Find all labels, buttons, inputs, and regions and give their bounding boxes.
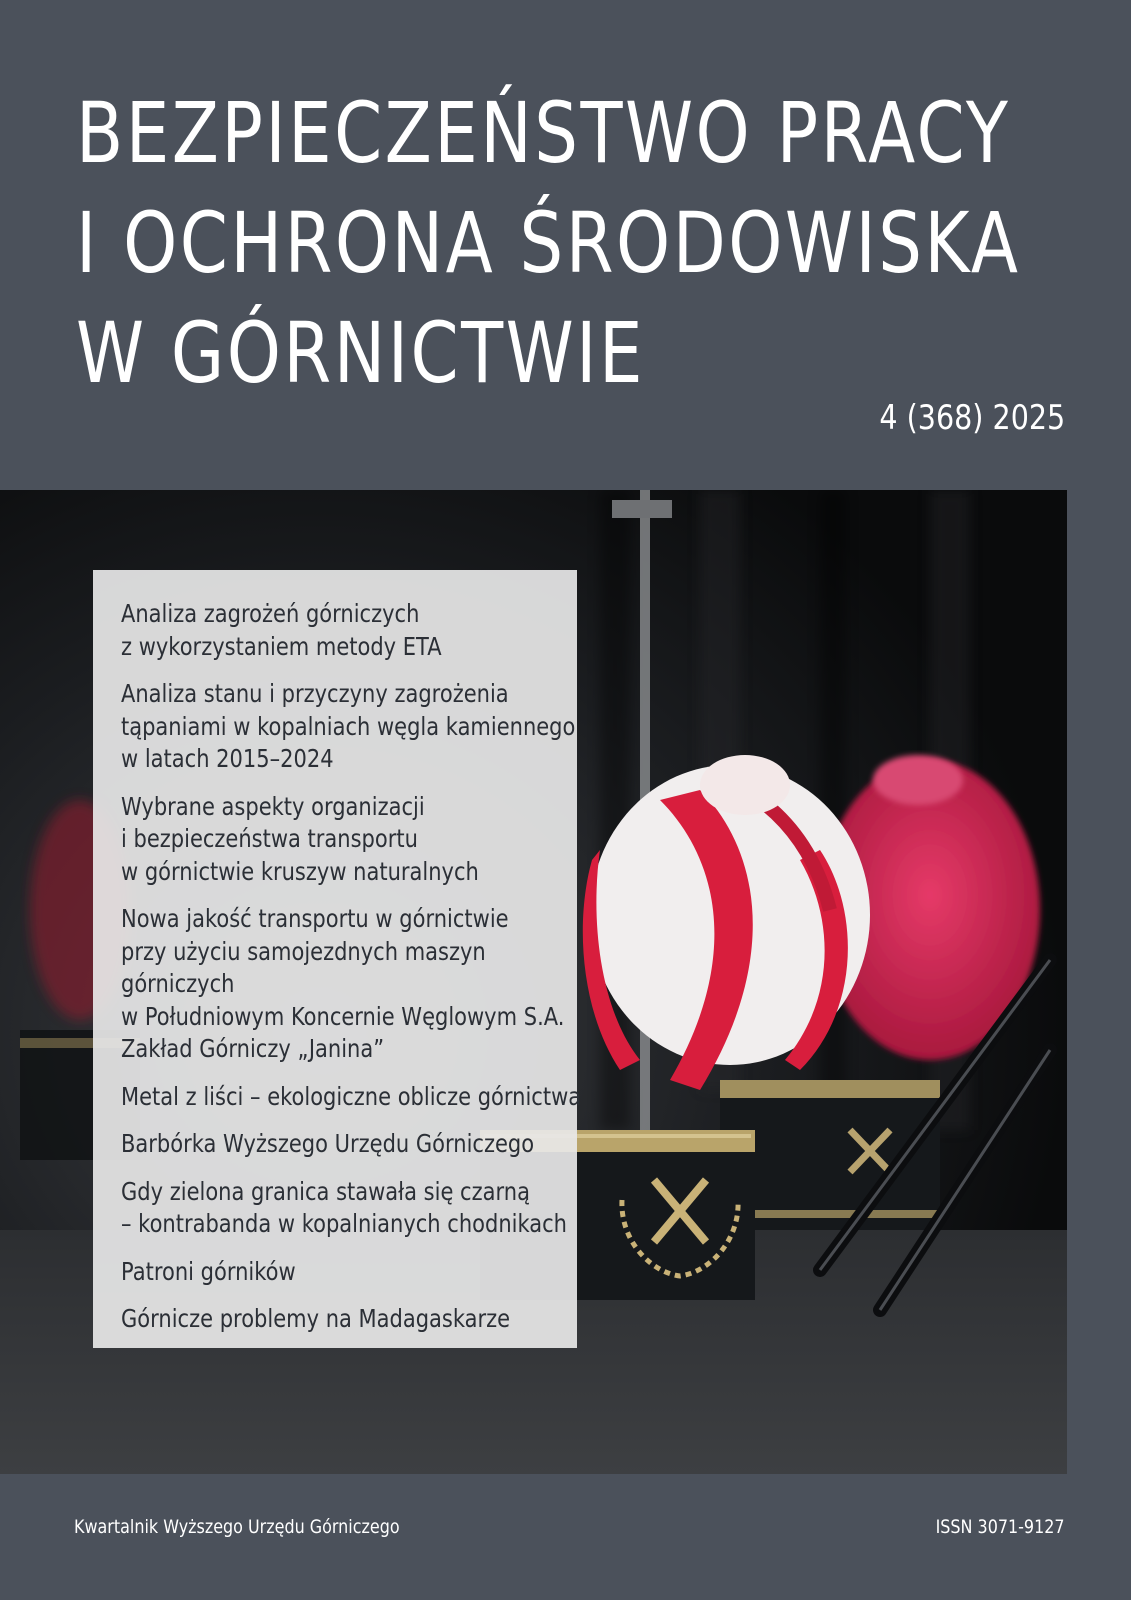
title-line: I OCHRONA ŚRODOWISKA — [76, 194, 1021, 292]
toc-line: w latach 2015–2024 — [121, 744, 334, 773]
toc-entry — [121, 1081, 591, 1114]
issue-number: 4 (368) 2025 — [879, 398, 1065, 438]
toc-entry — [121, 1256, 591, 1289]
toc-line: Analiza zagrożeń górniczych — [121, 599, 420, 628]
title-line: BEZPIECZEŃSTWO PRACY — [76, 84, 1011, 182]
title-line: W GÓRNICTWIE — [76, 304, 645, 402]
toc-line: w Południowym Koncernie Węglowym S.A. — [121, 1001, 565, 1031]
issn-label: ISSN 3071-9127 — [936, 1516, 1065, 1538]
toc-line: Barbórka Wyższego Urzędu Górniczego — [121, 1129, 535, 1158]
publisher-label: Kwartalnik Wyższego Urzędu Górniczego — [74, 1516, 400, 1538]
toc-line: Wybrane aspekty organizacji — [121, 791, 425, 821]
toc-line: – kontrabanda w kopalnianych chodnikach — [121, 1209, 567, 1238]
toc-line: Patroni górników — [121, 1256, 296, 1286]
toc-line: w górnictwie kruszyw naturalnych — [121, 856, 479, 886]
magazine-title — [76, 78, 1020, 408]
toc-entry — [121, 791, 591, 889]
toc-entry — [121, 903, 591, 1066]
toc-entry — [121, 1128, 591, 1161]
toc-entry — [121, 598, 591, 663]
toc-line: Nowa jakość transportu w górnictwie — [121, 904, 509, 933]
table-of-contents — [93, 570, 582, 1348]
toc-line: Górnicze problemy na Madagaskarze — [121, 1304, 511, 1333]
toc-line: z wykorzystaniem metody ETA — [121, 631, 442, 661]
toc-line: Zakład Górniczy „Janina” — [121, 1034, 385, 1063]
toc-entry — [121, 678, 591, 776]
toc-line: i bezpieczeństwa transportu — [121, 824, 418, 853]
toc-line: Analiza stanu i przyczyny zagrożenia — [121, 679, 509, 708]
toc-entry — [121, 1176, 591, 1241]
toc-line: przy użyciu samojezdnych maszyn górniczych — [121, 936, 486, 998]
toc-line: Metal z liści – ekologiczne oblicze górnictwa — [121, 1081, 582, 1111]
toc-line: Gdy zielona granica stawała się czarną — [121, 1176, 530, 1206]
toc-line: tąpaniami w kopalniach węgla kamiennego — [121, 711, 576, 741]
toc-entry — [121, 1303, 591, 1336]
